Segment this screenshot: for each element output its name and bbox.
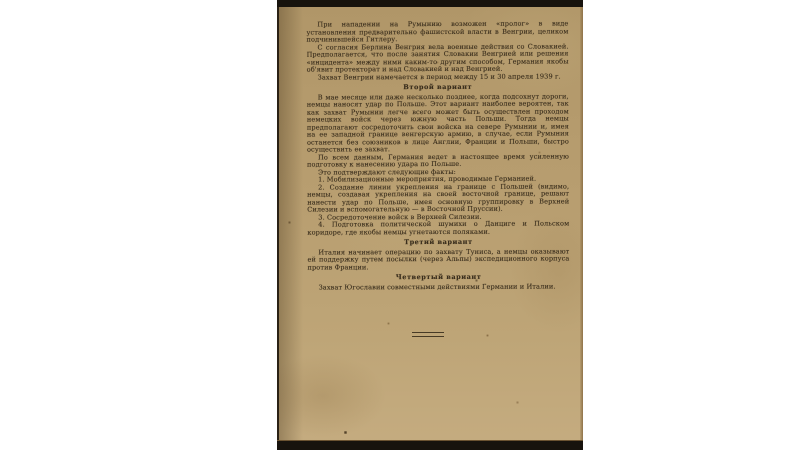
scanned-document-page	[277, 0, 583, 450]
heading-third-variant: Третий вариант	[404, 237, 473, 246]
fact-item-fortifications: 2. Создание линии укрепления на границе с Польшей (видимо, немцы, создавая укрепления на своей восточной границе, решают нанести удар по Польше, имея основную группировку в Верхней Силезии и вспомогательную — в Восточной Пруссии).	[307, 181, 570, 214]
scan-top-backdrop	[277, 0, 583, 7]
binding-shadow	[279, 0, 303, 450]
para-hungary-capture-date: Захват Венгрии намечается в период между 15 и 30 апреля 1939 г.	[317, 71, 561, 82]
fact-item-troop-concentration: 3. Сосредоточение войск в Верхней Силезии.	[318, 212, 482, 222]
para-yugoslavia-capture: Захват Югославии совместными действиями Германии и Италии.	[318, 281, 556, 292]
double-rule-separator	[412, 332, 444, 337]
fact-item-mobilization: 1. Мобилизационные мероприятия, проводимые Германией.	[318, 174, 537, 184]
document-text	[306, 20, 569, 291]
para-berlin-consent: С согласия Берлина Венгрия вела военные действия со Словакией. Предполагается, что после занятия Словакии Венгрией или решения «инцидента» между ними каким-то другим способом, Германия якобы об'явит протекторат и над Словакией и над Венгрией.	[306, 41, 569, 74]
para-romania-prologue: При нападении на Румынию возможен «пролог» в виде установления предварительно фашистской власти в Венгрии, целиком подчинившейся Гитлеру.	[306, 19, 569, 44]
paper	[277, 0, 583, 450]
para-may-strike-poland: В мае месяце или даже несколько позднее, когда подсохнут дороги, немцы наносят удар по Польше. Этот вариант наиболее вероятен, так как захват Румынии легче всего может быть осуществлен проходом немецких войск через южную часть Польши. Тогда немцы предполагают сосредоточить свои войска на севере Румынии и, имея на ее западной границе венгерскую армию, в случае, если Румыния останется без союзников в лице Англии, Франции и Польши, быстро осуществить ее захват.	[306, 91, 569, 154]
page-right-edge	[580, 0, 583, 450]
para-germany-preparation: По всем данным, Германия ведет в настоящее время усиленную подготовку к нанесению удара по Польше.	[307, 151, 570, 169]
para-italy-tunis: Италия начинает операцию по захвату Туниса, а немцы оказывают ей поддержку путем посылки (через Альпы) экспедиционного корпуса против Франции.	[307, 246, 570, 272]
page-left-edge	[277, 0, 279, 450]
scan-bottom-backdrop	[277, 440, 583, 450]
para-facts-intro: Это подтверждают следующие факты:	[318, 167, 456, 177]
fact-item-danzig-agitation: 4. Подготовка политической шумихи о Данциге и Польском коридоре, где якобы немцы угнетаются поляками.	[307, 219, 570, 237]
heading-second-variant: Второй вариант	[403, 82, 473, 91]
heading-fourth-variant: Четвертый вариант	[395, 272, 482, 281]
